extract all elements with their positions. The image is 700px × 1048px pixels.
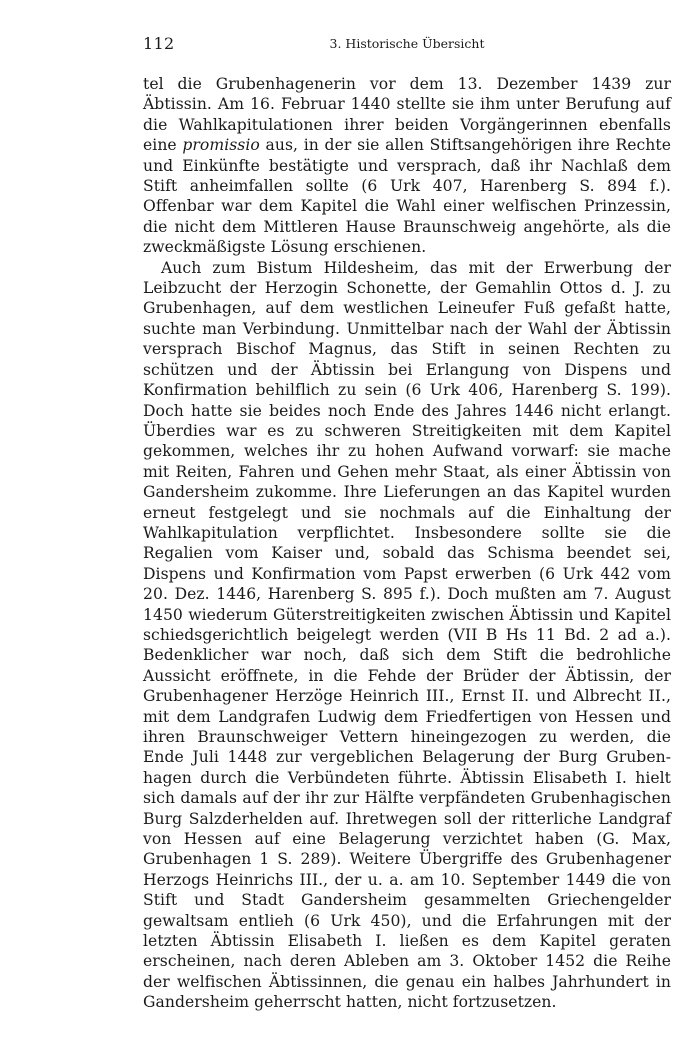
section-title: 3. Historische Übersicht bbox=[329, 36, 485, 51]
paragraph-1-text-b: aus, in der sie allen Stiftsangehörigen ihre Rechte und Einkünfte bestätigte und versprach, daß ihr Nachlaß dem Stift anheimfallen sollte (6 Urk 407, Harenberg S. 894 f.). Offenbar war dem Kapitel die Wahl einer welfischen Prinzessin, die nicht dem Mittleren Hause Braunschweig angehörte, als die zweckmäßigste Lösung erschienen. bbox=[143, 136, 671, 257]
running-head bbox=[143, 34, 671, 56]
emphasized-term-promissio: promissio bbox=[182, 136, 260, 155]
book-page bbox=[143, 34, 671, 1013]
body-text bbox=[143, 74, 671, 1013]
paragraph-1 bbox=[143, 74, 671, 258]
paragraph-2: Auch zum Bistum Hildesheim, das mit der Erwerbung der Leibzucht der Herzogin Schonette, der Gemahlin Ottos d. J. zu Grubenhagen, auf dem westlichen Leineufer Fuß gefaßt hatte, suchte man Verbindung. Unmittelbar nach der Wahl der Äbtissin versprach Bischof Magnus, das Stift in seinen Rechten zu schützen und der Äbtissin bei Erlangung von Dispens und Konfirmation behilflich zu sein (6 Urk 406, Harenberg S. 199). Doch hatte sie beides noch Ende des Jahres 1446 nicht erlangt. Überdies war es zu schweren Streitigkeiten mit dem Kapitel gekommen, welches ihr zu hohen Aufwand vorwarf: sie mache mit Reiten, Fahren und Gehen mehr Staat, als einer Äbtissin von Gandersheim zukomme. Ihre Lieferungen an das Kapitel wurden erneut festgelegt und sie nochmals auf die Einhaltung der Wahlkapitulation verpflichtet. Insbesondere sollte sie die Regalien vom Kaiser und, sobald das Schisma beendet sei, Dispens und Konfirmation vom Papst erwerben (6 Urk 442 vom 20. Dez. 1446, Harenberg S. 895 f.). Doch mußten am 7. August 1450 wiederum Güterstreitigkeiten zwischen Äbtissin und Kapitel schiedsgerichtlich beigelegt werden (VII B Hs 11 Bd. 2 ad a.). Bedenklicher war noch, daß sich dem Stift die bedrohliche Aussicht eröffnete, in die Fehde der Brüder der Äbtissin, der Grubenhagener Herzöge Heinrich III., Ernst II. und Albrecht II., mit dem Landgrafen Ludwig dem Friedfertigen von Hessen und ihren Braunschweiger Vettern hineingezogen zu werden, die Ende Juli 1448 zur vergeblichen Belagerung der Burg Grubenhagen durch die Verbündeten führte. Äbtissin Elisabeth I. hielt sich damals auf der ihr zur Hälfte verpfändeten Grubenhagischen Burg Salzderhelden auf. Ihretwegen soll der ritterliche Landgraf von Hessen auf eine Belagerung verzichtet haben (G. Max, Grubenhagen 1 S. 289). Weitere Übergriffe des Grubenhagener Herzogs Heinrichs III., der u. a. am 10. September 1449 die von Stift und Stadt Gandersheim gesammelten Griechengelder gewaltsam entlieh (6 Urk 450), und die Erfahrungen mit der letzten Äbtissin Elisabeth I. ließen es dem Kapitel geraten erscheinen, nach deren Ableben am 3. Oktober 1452 die Reihe der welfischen Äbtissinnen, die genau ein halbes Jahrhundert in Gandersheim geherrscht hatten, nicht fortzusetzen. bbox=[143, 258, 671, 1012]
paragraph-1-text-a: tel die Grubenhagenerin vor dem 13. Dezember 1439 zur Äbtissin. Am 16. Februar 1440 stellte sie ihm unter Berufung auf die Wahlkapitulationen ihrer beiden Vorgängerinnen ebenfalls eine bbox=[143, 75, 671, 155]
page-number: 112 bbox=[143, 34, 175, 53]
